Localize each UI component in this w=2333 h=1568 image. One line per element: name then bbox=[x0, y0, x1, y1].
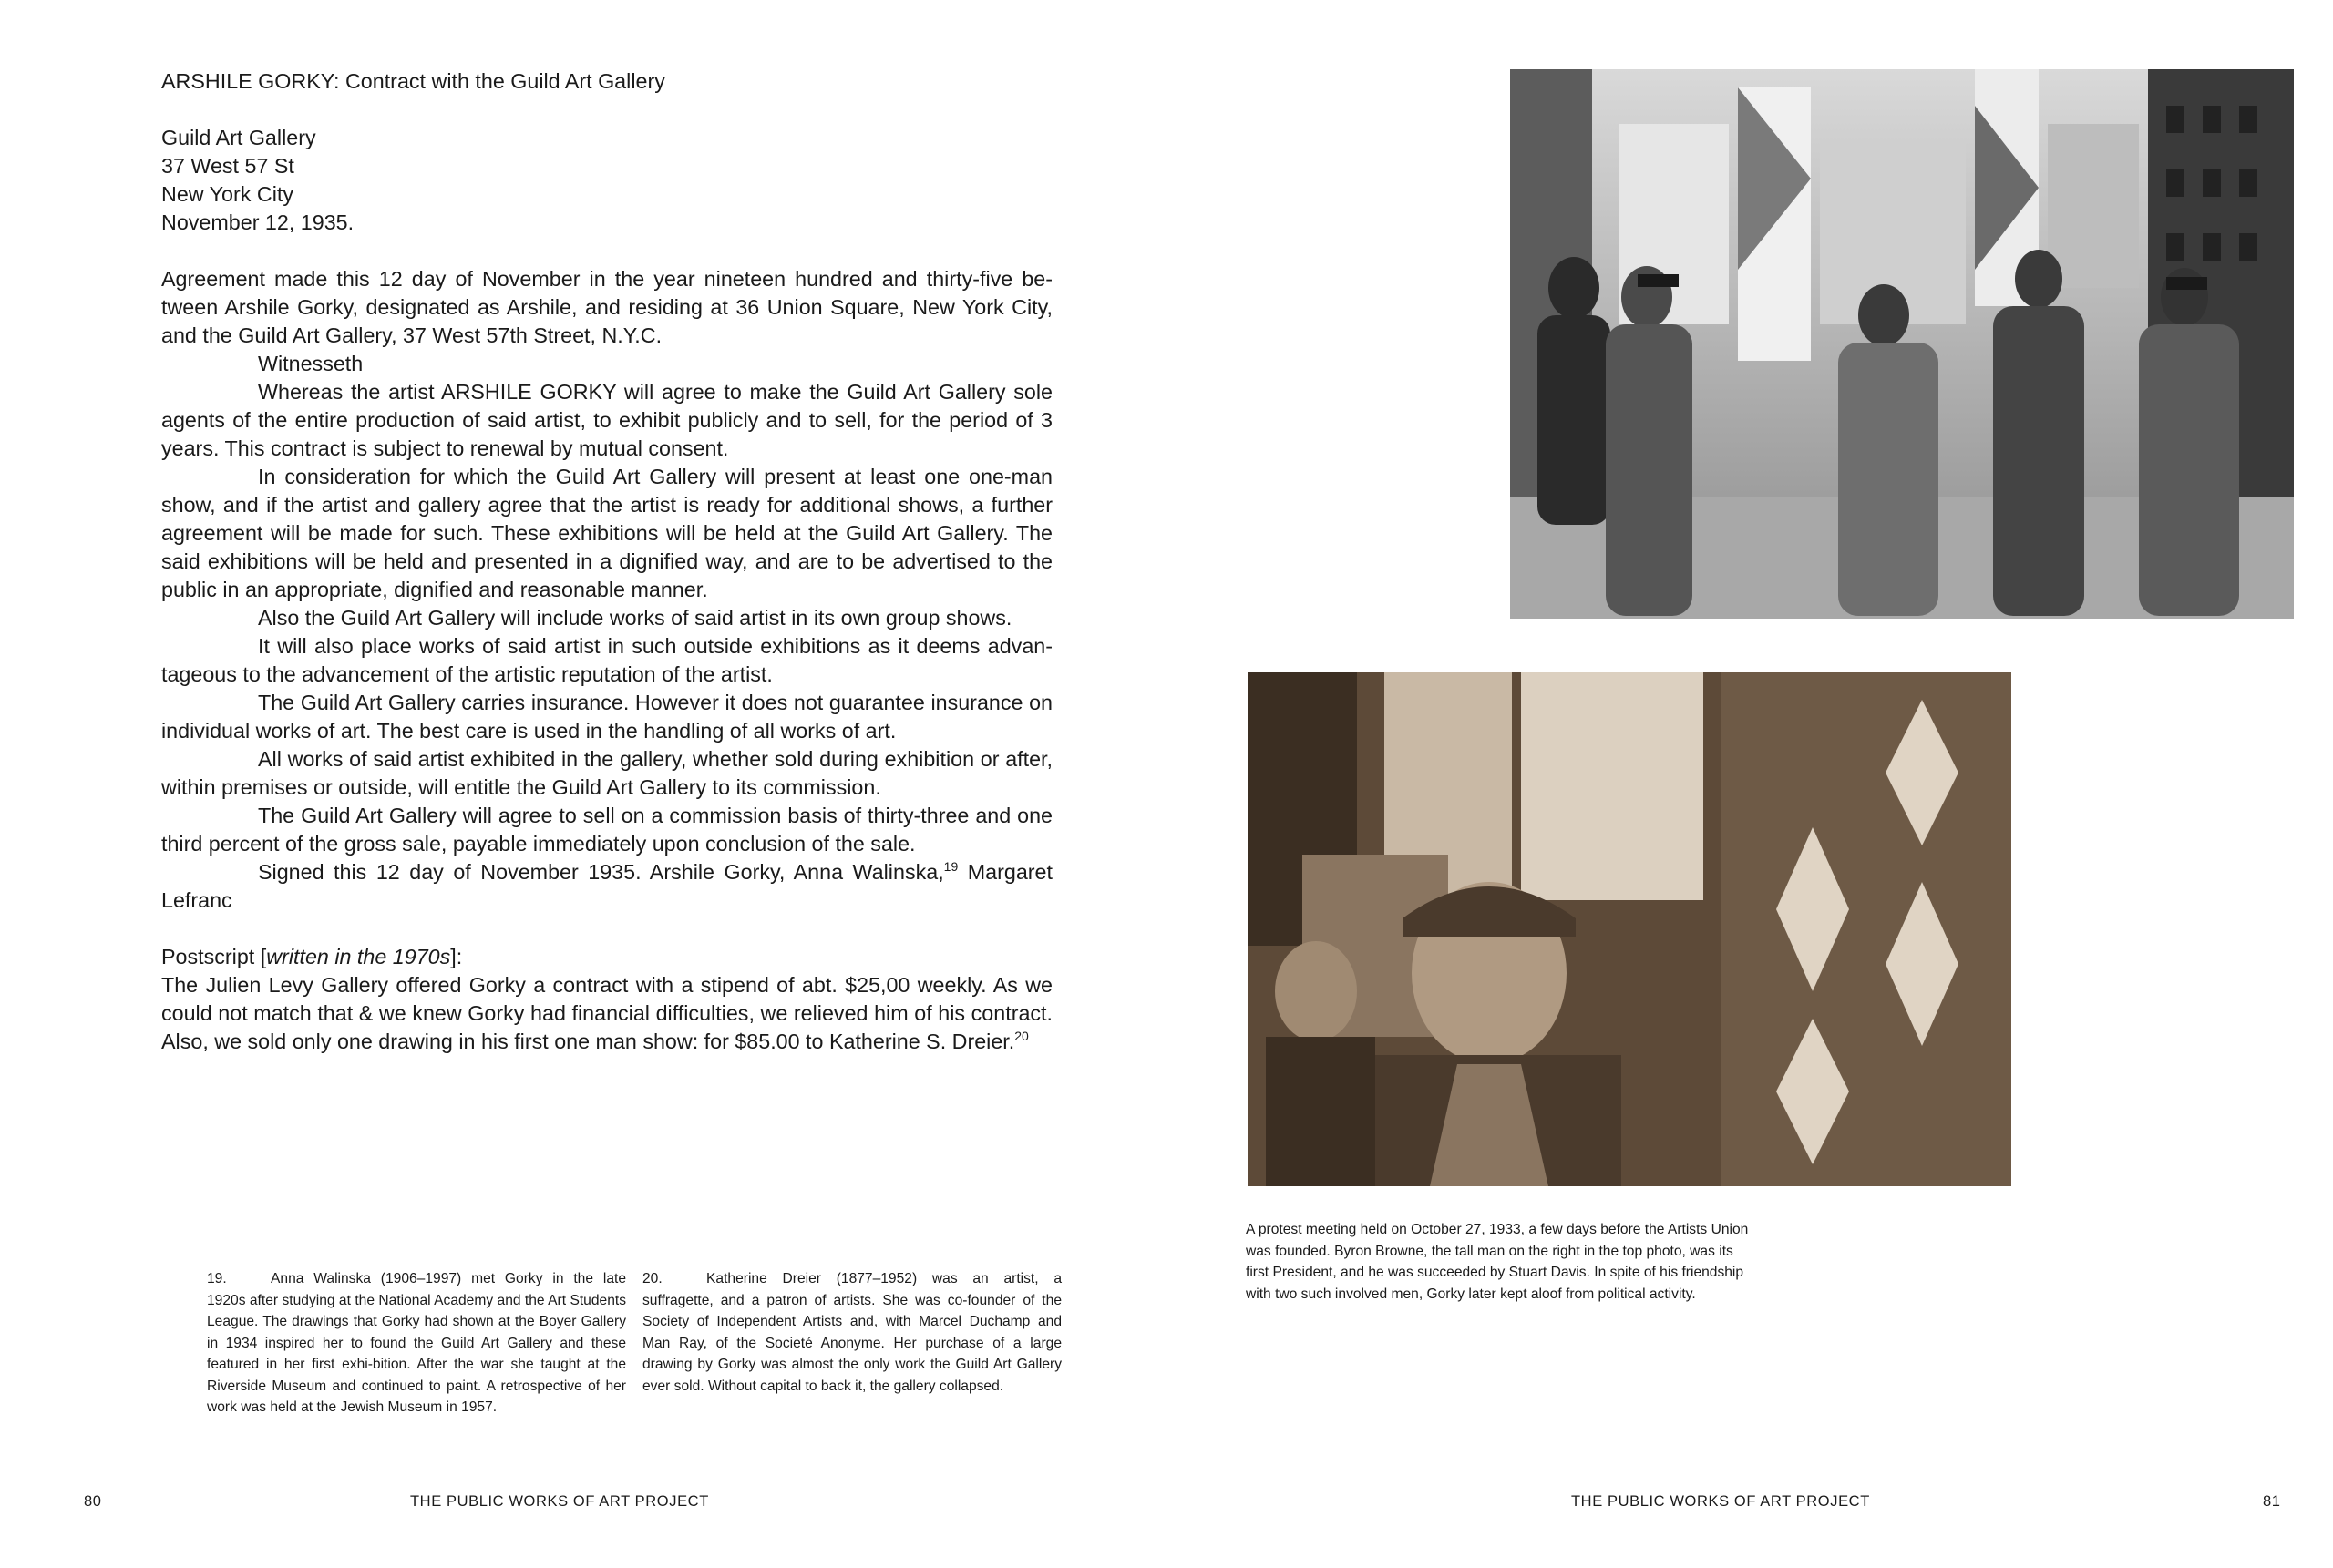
signed-paragraph bbox=[161, 858, 1053, 915]
running-head-left: THE PUBLIC WORKS OF ART PROJECT bbox=[410, 1493, 709, 1510]
protest-photo-bottom bbox=[1248, 672, 2011, 1186]
agreement-body bbox=[161, 265, 1053, 915]
footnote-text: Anna Walinska (1906–1997) met Gorky in the late 1920s after studying at the National Academy and the Art Students League. The drawings that Gorky had shown at the Boyer Gallery in 1934 inspired her to found the Guild Art Gallery and these featured in her first exhi-bition. After the war she taught at the Riverside Museum and continued to paint. A retrospective of her work was held at the Jewish Museum in 1957. bbox=[207, 1271, 626, 1415]
photo-caption: A protest meeting held on October 27, 1933, a few days before the Artists Union was founded. Byron Browne, the tall man on the right in the top photo, was its first President, and he was succeeded by Stuart Davis. In spite of his friendship with two such involved men, Gorky later kept aloof from political activity. bbox=[1246, 1222, 1749, 1302]
contract-text bbox=[161, 67, 1053, 1056]
clause-paragraph: The Guild Art Gallery carries insurance. However it does not guarantee insurance on individual works of art. The best care is used in the handling of all works of art. bbox=[161, 691, 1053, 743]
postscript-paragraph bbox=[161, 971, 1053, 1056]
witnesseth-line: Witnesseth bbox=[258, 352, 364, 375]
footnote-ref-20[interactable]: 20 bbox=[1014, 1029, 1029, 1043]
signed-text: Signed this 12 day of November 1935. Arshile Gorky, Anna Walinska, bbox=[258, 860, 944, 884]
page-number-left: 80 bbox=[84, 1493, 102, 1510]
page-number-right: 81 bbox=[2263, 1493, 2281, 1510]
postscript-label-end: ]: bbox=[450, 945, 463, 968]
address-line: Guild Art Gallery bbox=[161, 126, 316, 149]
page-title: ARSHILE GORKY: Contract with the Guild Art Gallery bbox=[161, 69, 665, 93]
postscript-label bbox=[161, 943, 1053, 971]
postscript-text: The Julien Levy Gallery offered Gorky a contract with a stipend of abt. $25,00 weekly. As we could not match that & we knew Gorky had financial difficulties, we relieved him of his contract. Also, we sold only one drawing in his first one man show: for $85.00 to Katherine S. Dreier. bbox=[161, 973, 1053, 1053]
protest-photo-bottom-image bbox=[1248, 672, 2011, 1186]
protest-photo-top-image bbox=[1510, 69, 2294, 619]
postscript-block bbox=[161, 943, 1053, 1056]
clause-paragraph: It will also place works of said artist in such outside exhibitions as it deems advan-tageous to the advancement of the artistic reputation of the artist. bbox=[161, 634, 1053, 686]
footnote-number: 20. bbox=[642, 1271, 663, 1286]
footnote-text: Katherine Dreier (1877–1952) was an artist, a suffragette, and a patron of artists. She was co-founder of the Society of Independent Artists and, with Marcel Duchamp and Man Ray, of the Societé Anonyme. Her purchase of a large drawing by Gorky was almost the only work the Guild Art Gallery ever sold. Without capital to back it, the gallery collapsed. bbox=[642, 1271, 1062, 1394]
address-date: November 12, 1935. bbox=[161, 210, 355, 234]
clause-paragraph: In consideration for which the Guild Art Gallery will present at least one one-man show, and if the artist and gallery agree that the artist is ready for additional shows, a further agreement will be made for such. These exhibitions will be held at the Guild Art Gallery. The said exhibitions will be held and presented in a dignified way, and are to be advertised to the public in an appropriate, dignified and reasonable manner. bbox=[161, 465, 1053, 601]
footnote-number: 19. bbox=[207, 1271, 227, 1286]
address-block bbox=[161, 124, 1053, 237]
footnote-19 bbox=[207, 1268, 626, 1419]
postscript-label-italic: written in the 1970s bbox=[266, 945, 451, 968]
footnote-20 bbox=[642, 1268, 1062, 1397]
address-line: 37 West 57 St bbox=[161, 154, 294, 178]
postscript-label-start: Postscript [ bbox=[161, 945, 267, 968]
protest-photo-top bbox=[1510, 69, 2294, 619]
clause-paragraph: Whereas the artist ARSHILE GORKY will agree to make the Guild Art Gallery sole agents of the entire production of said artist, to exhibit publicly and to sell, for the period of 3 years. This contract is subject to renewal by mutual consent. bbox=[161, 380, 1053, 460]
clause-paragraph: All works of said artist exhibited in the gallery, whether sold during exhibition or after, within premises or outside, will entitle the Guild Art Gallery to its commission. bbox=[161, 747, 1053, 799]
running-head-right: THE PUBLIC WORKS OF ART PROJECT bbox=[1571, 1493, 1870, 1510]
clause-paragraph: Also the Guild Art Gallery will include works of said artist in its own group shows. bbox=[258, 606, 1012, 630]
clause-paragraph: The Guild Art Gallery will agree to sell on a commission basis of thirty-three and one third percent of the gross sale, payable immediately upon conclusion of the sale. bbox=[161, 804, 1053, 856]
agreement-paragraph: Agreement made this 12 day of November in the year nineteen hundred and thirty-five be-tween Arshile Gorky, designated as Arshile, and residing at 36 Union Square, New York City, and the Guild Art Gallery, 37 West 57th Street, N.Y.C. bbox=[161, 267, 1053, 347]
signed-text-end: Margaret Lefranc bbox=[161, 860, 1053, 912]
footnote-ref-19[interactable]: 19 bbox=[943, 859, 959, 874]
address-line: New York City bbox=[161, 182, 294, 206]
